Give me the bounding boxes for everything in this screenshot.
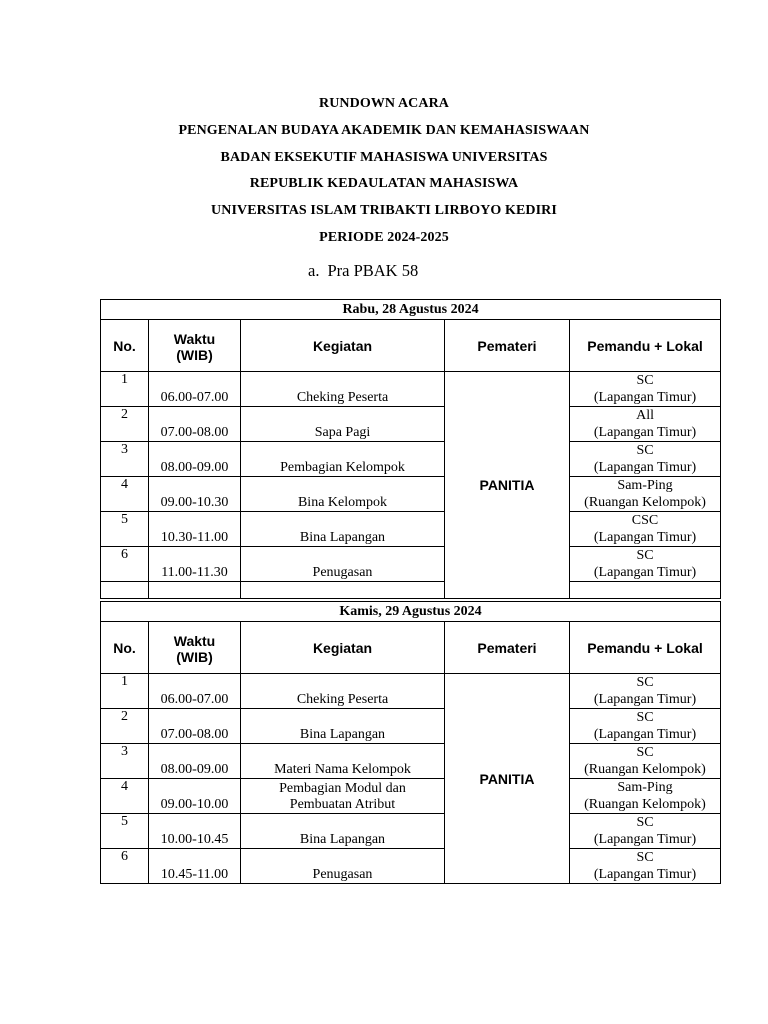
row-guide-location: [570, 744, 721, 779]
row-guide-location: [570, 477, 721, 512]
guide-name: All: [636, 408, 654, 423]
title-line: PERIODE 2024-2025: [319, 229, 449, 245]
header-pemateri: Pemateri: [445, 622, 570, 674]
row-number: 1: [101, 674, 149, 709]
guide-location: (Lapangan Timur): [593, 530, 697, 545]
empty-cell: [101, 582, 149, 599]
row-guide-location: [570, 442, 721, 477]
table-row: [101, 674, 721, 709]
empty-cell: [149, 582, 241, 599]
row-guide-location: [570, 512, 721, 547]
guide-location: (Ruangan Kelompok): [584, 495, 706, 510]
row-activity: [241, 709, 445, 744]
row-guide-location: [570, 407, 721, 442]
section-subheading: [308, 261, 418, 281]
activity-line: Materi Nama Kelompok: [274, 762, 411, 777]
row-pemateri: PANITIA: [445, 674, 570, 884]
guide-location: (Lapangan Timur): [593, 832, 697, 847]
row-time: 07.00-08.00: [149, 709, 241, 744]
guide-location: (Lapangan Timur): [593, 867, 697, 882]
activity-line: Bina Lapangan: [299, 530, 386, 545]
title-line: BADAN EKSEKUTIF MAHASISWA UNIVERSITAS: [220, 149, 548, 165]
row-time: 08.00-09.00: [149, 744, 241, 779]
activity-line: Penugasan: [312, 867, 373, 882]
document-title: [0, 91, 768, 252]
day-date: Kamis, 29 Agustus 2024: [101, 602, 721, 622]
list-marker: a.: [308, 261, 320, 280]
row-time: 06.00-07.00: [149, 674, 241, 709]
row-activity: [241, 477, 445, 512]
guide-location: (Lapangan Timur): [593, 727, 697, 742]
header-waktu-line: Waktu: [173, 330, 216, 347]
activity-line: Cheking Peserta: [296, 692, 389, 707]
row-number: 4: [101, 779, 149, 814]
empty-cell: [570, 582, 721, 599]
header-row: [101, 320, 721, 372]
guide-name: SC: [636, 548, 654, 563]
row-pemateri: PANITIA: [445, 372, 570, 599]
row-time: 06.00-07.00: [149, 372, 241, 407]
guide-location: (Lapangan Timur): [593, 692, 697, 707]
row-number: 2: [101, 709, 149, 744]
empty-row: [101, 582, 721, 599]
row-guide-location: [570, 372, 721, 407]
row-time: 07.00-08.00: [149, 407, 241, 442]
row-number: 5: [101, 512, 149, 547]
guide-name: SC: [636, 443, 654, 458]
title-line: UNIVERSITAS ISLAM TRIBAKTI LIRBOYO KEDIRI: [211, 203, 557, 219]
guide-location: (Ruangan Kelompok): [584, 762, 706, 777]
row-number: 6: [101, 547, 149, 582]
row-activity: [241, 674, 445, 709]
activity-line: Sapa Pagi: [314, 425, 371, 440]
guide-name: Sam-Ping: [617, 780, 673, 795]
table-row: [101, 512, 721, 547]
day-row: [101, 602, 721, 622]
guide-location: (Ruangan Kelompok): [584, 797, 706, 812]
table-row: [101, 477, 721, 512]
activity-line: Pembuatan Atribut: [289, 797, 396, 812]
header-pemandu: Pemandu + Lokal: [570, 622, 721, 674]
guide-name: Sam-Ping: [617, 478, 673, 493]
header-waktu-line: (WIB): [176, 648, 213, 665]
row-number: 3: [101, 442, 149, 477]
guide-name: CSC: [631, 513, 659, 528]
row-activity: [241, 407, 445, 442]
row-activity: [241, 779, 445, 814]
guide-name: SC: [636, 675, 654, 690]
row-number: 6: [101, 849, 149, 884]
row-time: 11.00-11.30: [149, 547, 241, 582]
table-row: [101, 407, 721, 442]
header-waktu: [149, 622, 241, 674]
row-number: 5: [101, 814, 149, 849]
table-row: [101, 814, 721, 849]
row-time: 08.00-09.00: [149, 442, 241, 477]
empty-cell: [241, 582, 445, 599]
activity-line: Cheking Peserta: [296, 390, 389, 405]
title-line: REPUBLIK KEDAULATAN MAHASISWA: [249, 176, 519, 192]
header-kegiatan: Kegiatan: [241, 622, 445, 674]
row-time: 09.00-10.30: [149, 477, 241, 512]
activity-line: Penugasan: [312, 565, 373, 580]
header-pemateri: Pemateri: [445, 320, 570, 372]
header-no: No.: [101, 320, 149, 372]
row-activity: [241, 849, 445, 884]
header-waktu-line: Waktu: [173, 632, 216, 649]
row-number: 1: [101, 372, 149, 407]
row-activity: [241, 512, 445, 547]
row-activity: [241, 372, 445, 407]
row-number: 4: [101, 477, 149, 512]
guide-name: SC: [636, 815, 654, 830]
day-date: Rabu, 28 Agustus 2024: [101, 300, 721, 320]
guide-location: (Lapangan Timur): [593, 565, 697, 580]
table-row: [101, 849, 721, 884]
day-row: [101, 300, 721, 320]
activity-line: Pembagian Kelompok: [280, 460, 405, 475]
title-line: RUNDOWN ACARA: [318, 96, 450, 111]
header-pemandu: Pemandu + Lokal: [570, 320, 721, 372]
activity-line: Pembagian Modul dan: [279, 781, 406, 796]
table-row: [101, 372, 721, 407]
row-activity: [241, 744, 445, 779]
row-guide-location: [570, 779, 721, 814]
row-guide-location: [570, 547, 721, 582]
row-number: 3: [101, 744, 149, 779]
guide-location: (Lapangan Timur): [593, 460, 697, 475]
guide-location: (Lapangan Timur): [593, 390, 697, 405]
schedule-table-day-2: [100, 601, 721, 884]
schedule-table-day-1: [100, 299, 721, 599]
row-time: 10.45-11.00: [149, 849, 241, 884]
activity-line: Bina Kelompok: [297, 495, 388, 510]
table-row: [101, 547, 721, 582]
guide-location: (Lapangan Timur): [593, 425, 697, 440]
guide-name: SC: [636, 850, 654, 865]
activity-line: Bina Lapangan: [299, 727, 386, 742]
table-row: [101, 744, 721, 779]
row-time: 09.00-10.00: [149, 779, 241, 814]
row-time: 10.00-10.45: [149, 814, 241, 849]
row-guide-location: [570, 849, 721, 884]
table-row: [101, 779, 721, 814]
header-no: No.: [101, 622, 149, 674]
row-activity: [241, 814, 445, 849]
row-activity: [241, 442, 445, 477]
guide-name: SC: [636, 373, 654, 388]
header-waktu: [149, 320, 241, 372]
table-row: [101, 442, 721, 477]
title-line: PENGENALAN BUDAYA AKADEMIK DAN KEMAHASISWAAN: [178, 122, 590, 138]
header-row: [101, 622, 721, 674]
subheading-text: Pra PBAK 58: [327, 261, 419, 280]
row-activity: [241, 547, 445, 582]
header-kegiatan: Kegiatan: [241, 320, 445, 372]
row-guide-location: [570, 674, 721, 709]
guide-name: SC: [636, 710, 654, 725]
activity-line: Bina Lapangan: [299, 832, 386, 847]
table-row: [101, 709, 721, 744]
header-waktu-line: (WIB): [176, 346, 213, 363]
row-guide-location: [570, 709, 721, 744]
row-number: 2: [101, 407, 149, 442]
guide-name: SC: [636, 745, 654, 760]
row-time: 10.30-11.00: [149, 512, 241, 547]
row-guide-location: [570, 814, 721, 849]
